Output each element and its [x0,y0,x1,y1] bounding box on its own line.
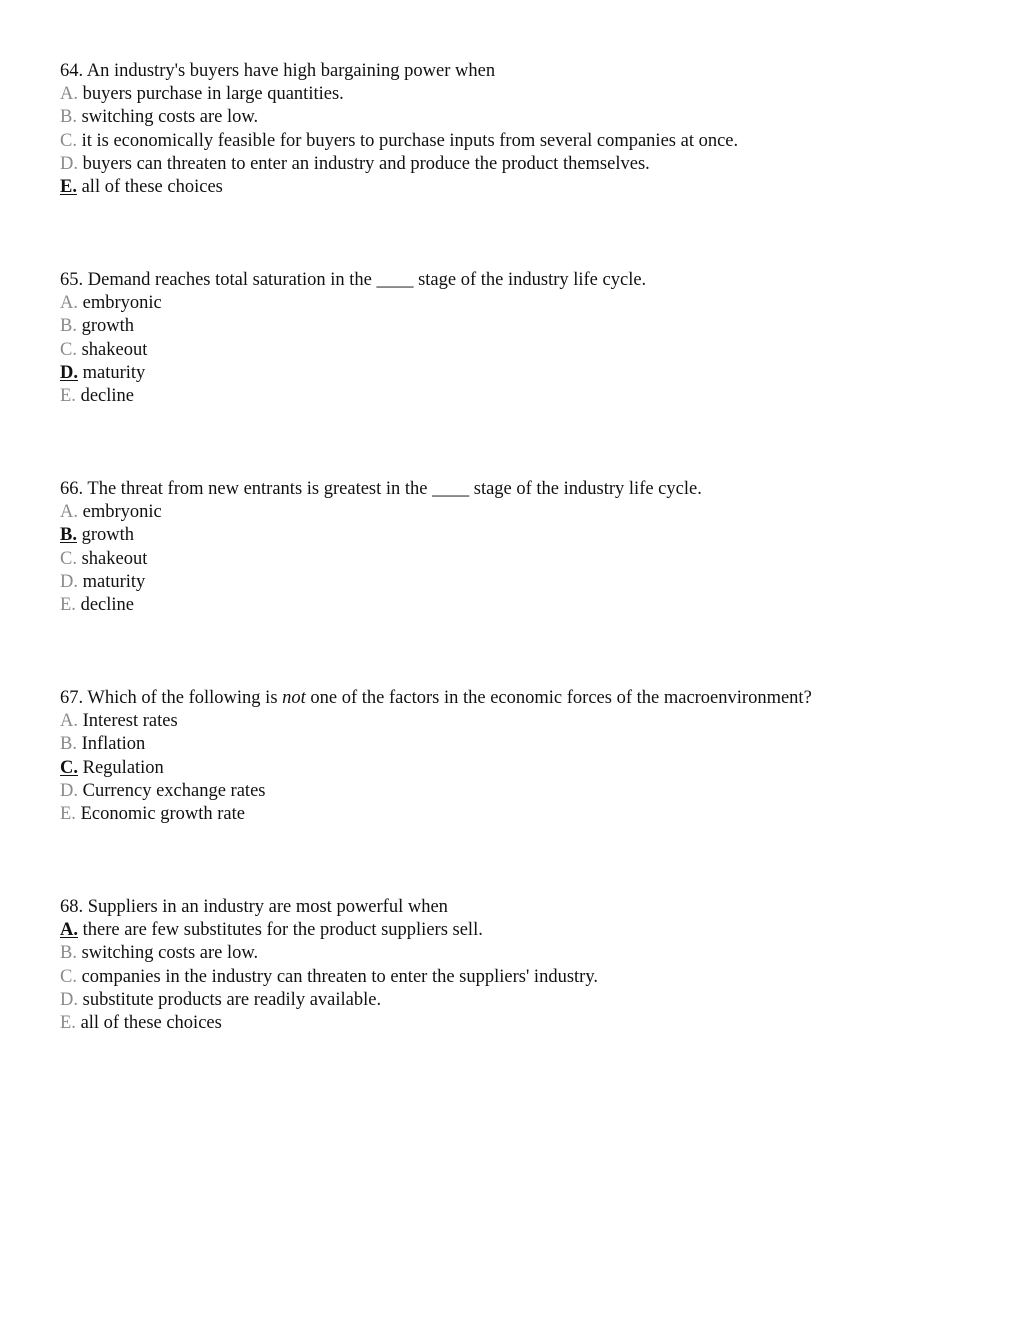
question-text-emphasis: not [282,688,306,708]
choice-text: companies in the industry can threaten to enter the suppliers' industry. [81,966,598,987]
question-number: 67. [60,688,84,708]
question-text: An industry's buyers have high bargaining power when [86,61,496,81]
choice-a [60,83,1000,106]
choice-text: embryonic [82,293,162,314]
choice-letter: C. [60,966,77,987]
question-text: The threat from new entrants is greatest in the ____ stage of the industry life cycle. [87,479,702,499]
choice-a-correct [60,919,1000,942]
correct-choice-letter: E. [60,177,77,198]
choice-letter: D. [60,780,78,801]
correct-choice-letter: A. [60,920,78,941]
choice-text: Currency exchange rates [82,780,266,801]
question-67 [60,687,1000,826]
choice-letter: E. [60,1013,76,1034]
question-number: 64. [60,61,84,81]
choice-d [60,571,1000,594]
choice-letter: E. [60,386,76,407]
choice-letter: A. [60,711,78,732]
choice-b [60,942,1000,965]
choice-a [60,710,1000,733]
choice-e [60,1012,1000,1035]
choice-d-correct [60,362,1000,385]
choice-letter: C. [60,339,77,360]
choice-text: growth [81,525,135,546]
question-68 [60,896,1000,1035]
choice-c-correct [60,757,1000,780]
choice-text: shakeout [81,339,148,360]
choice-d [60,153,1000,176]
choice-text: maturity [82,571,146,592]
choice-text: all of these choices [80,1013,222,1034]
choice-letter: A. [60,84,78,105]
choice-letter: B. [60,107,77,128]
choice-text: shakeout [81,548,148,569]
question-text: Suppliers in an industry are most powerful when [87,897,448,917]
choice-text: it is economically feasible for buyers to purchase inputs from several companies at once. [81,130,739,151]
question-stem [60,687,1000,710]
choice-text: embryonic [82,502,162,523]
choice-letter: E. [60,804,76,825]
choice-letter: D. [60,153,78,174]
choice-text: all of these choices [81,177,223,198]
choice-letter: B. [60,734,77,755]
choice-letter: B. [60,943,77,964]
choice-e [60,803,1000,826]
choice-c [60,130,1000,153]
choice-text: maturity [82,362,146,383]
choice-text: growth [81,316,135,337]
choice-text: buyers purchase in large quantities. [82,84,344,105]
choice-letter: A. [60,293,78,314]
choice-text: switching costs are low. [81,943,259,964]
question-stem [60,60,1000,83]
choice-b [60,106,1000,129]
question-65 [60,269,1000,408]
choice-text: buyers can threaten to enter an industry and produce the product themselves. [82,153,650,174]
choice-text: Interest rates [82,711,178,732]
question-stem [60,478,1000,501]
choice-text: switching costs are low. [81,107,259,128]
choice-a [60,501,1000,524]
choice-b [60,733,1000,756]
question-text: Demand reaches total saturation in the ____ stage of the industry life cycle. [87,270,647,290]
question-stem [60,896,1000,919]
correct-choice-letter: B. [60,525,77,546]
choice-letter: C. [60,130,77,151]
choice-e [60,385,1000,408]
question-number: 68. [60,897,84,917]
choice-b-correct [60,524,1000,547]
choice-a [60,292,1000,315]
question-text-after: one of the factors in the economic forces of the macroenvironment? [310,688,812,708]
choice-text: Inflation [81,734,146,755]
choice-letter: A. [60,502,78,523]
choice-e [60,594,1000,617]
question-number: 66. [60,479,84,499]
question-64 [60,60,1000,199]
choice-letter: D. [60,571,78,592]
choice-c [60,966,1000,989]
choice-d [60,780,1000,803]
choice-letter: D. [60,989,78,1010]
question-text-before: Which of the following is [87,688,278,708]
choice-d [60,989,1000,1012]
choice-text: decline [80,386,134,407]
choice-e-correct [60,176,1000,199]
correct-choice-letter: D. [60,362,78,383]
choice-b [60,315,1000,338]
choice-text: Economic growth rate [80,804,245,825]
question-66 [60,478,1000,617]
choice-text: Regulation [82,757,164,778]
choice-text: there are few substitutes for the product suppliers sell. [82,920,483,941]
question-stem [60,269,1000,292]
choice-text: decline [80,595,134,616]
correct-choice-letter: C. [60,757,78,778]
choice-c [60,548,1000,571]
choice-letter: B. [60,316,77,337]
choice-c [60,339,1000,362]
choice-text: substitute products are readily available. [82,989,382,1010]
choice-letter: C. [60,548,77,569]
question-number: 65. [60,270,84,290]
choice-letter: E. [60,595,76,616]
